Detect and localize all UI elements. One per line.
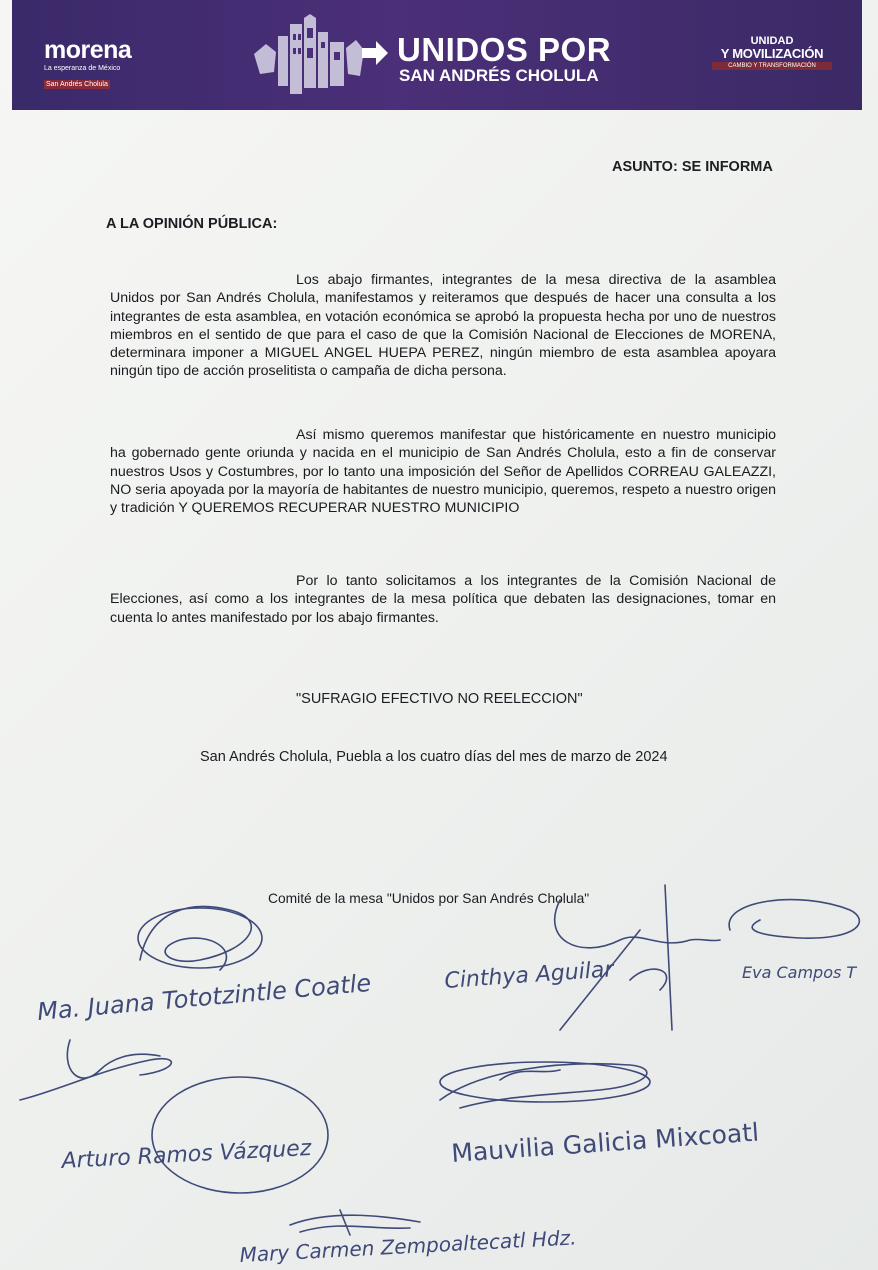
signatures-area [0,870,878,1270]
party-location: San Andrés Cholula [46,81,108,88]
signature-name-5: Mauvilia Galicia Mixcoatl [450,1117,760,1168]
committee-caption: Comité de la mesa "Unidos por San Andrés Cholula" [268,891,590,906]
banner-title-line1: UNIDOS POR [397,31,612,68]
header-banner [12,0,862,110]
signature-scribble-3 [729,900,859,939]
signature-name-6: Mary Carmen Zempoaltecatl Hdz. [239,1225,577,1267]
unidad-logo-line1: UNIDAD [750,35,794,47]
subject-line: ASUNTO: SE INFORMA [612,159,773,175]
signature-loop-6 [152,1077,328,1193]
paragraph-1: Los abajo firmantes, integrantes de la mesa directiva de la asamblea Unidos por San Andrés Cholula, manifestamos y reiteramos que después de hacer una consulta a los integrantes de esta asamblea, en votación económica se aprobó la propuesta hecha por uno de nuestros miembros en el sentido de que para el caso de que la Comisión Nacional de Elecciones de MORENA, determinara imponer a MIGUEL ANGEL HUEPA PEREZ, ningún miembro de esta asamblea apoyara ningún tipo de acción proselitista o campaña de dicha persona. [110,272,776,380]
party-tagline: La esperanza de México [44,65,121,72]
party-name: morena [44,36,132,64]
signature-name-2: Cinthya Aguilar [443,957,615,994]
city-skyline-icon [252,14,374,98]
place-date: San Andrés Cholula, Puebla a los cuatro días del mes de marzo de 2024 [200,749,668,765]
signature-scribble-4 [20,1040,171,1100]
paragraph-2: Así mismo queremos manifestar que históricamente en nuestro municipio ha gobernado gente oriunda y nacida en el municipio de San Andrés Cholula, esto a fin de conservar nuestros Usos y Costumbres, por lo tanto una imposición del Señor de Apellidos CORREAU GALEAZZI, NO seria apoyada por la mayoría de habitantes de nuestro municipio, queremos, respeto a nuestro origen y tradición Y QUEREMOS RECUPERAR NUESTRO MUNICIPIO [110,427,776,517]
unidad-logo [702,36,842,70]
signature-name-3: Eva Campos T [742,963,857,982]
unidad-logo-line2: Y MOVILIZACIÓN [720,46,824,61]
signature-name-1: Ma. Juana Tototzintle Coatle [36,968,373,1026]
arrow-right-icon [360,38,390,68]
morena-logo [44,38,131,91]
unidad-logo-line3: CAMBIO Y TRANSFORMACIÓN [712,62,832,70]
signature-scribble-2 [555,885,720,1030]
signature-name-4: Arturo Ramos Vázquez [61,1135,312,1174]
signature-scribble-7 [290,1210,420,1235]
banner-title-line2: SAN ANDRÉS CHOLULA [399,66,599,85]
banner-title [397,31,612,86]
paragraph-3: Por lo tanto solicitamos a los integrantes de la Comisión Nacional de Elecciones, así como a los integrantes de la mesa política que debaten las designaciones, tomar en cuenta lo antes manifestado por los abajo firmantes. [110,573,776,626]
signature-loop-5 [440,1062,650,1102]
salutation: A LA OPINIÓN PÚBLICA: [106,216,278,232]
motto: "SUFRAGIO EFECTIVO NO REELECCION" [296,691,583,707]
